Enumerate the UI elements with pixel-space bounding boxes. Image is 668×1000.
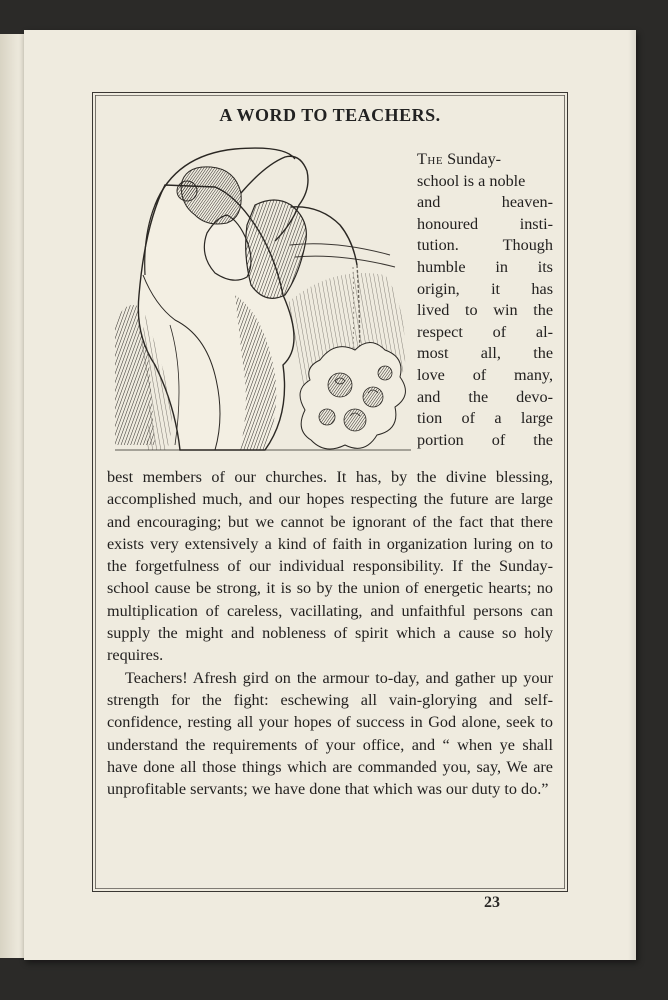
column-line: The Sunday- [417,150,502,168]
page-number: 23 [484,894,500,911]
column-line: school is a noble [417,171,526,190]
column-line: tion of a large [417,409,553,428]
column-line: tution. Though [417,236,553,255]
text-frame [92,92,568,892]
column-line: most all, the [417,344,553,363]
body-text [107,466,553,800]
column-line: origin, it has [417,279,553,298]
column-line: portion of the [417,430,553,449]
woman-with-pitcher-engraving [115,145,411,467]
column-line: humble in its [417,257,553,276]
drop-word: The [417,150,444,168]
column-line: and the devo- [417,387,553,406]
book-page [24,30,636,960]
page-title: A WORD TO TEACHERS. [219,105,441,125]
column-line: and heaven- [417,193,553,212]
paragraph-1: best members of our churches. It has, by the divine blessing, accomplished much, and our hopes respecting the future are large and encouraging; but we cannot be ignorant of the fact that there exists very extensively a kind of faith in organization luring on to the forgetfulness of our individual responsibility. If the Sunday-school cause be strong, it is so by the union of energetic hearts; no multiplication of careless, vacillating, and unfaithful persons can supply the might and nobleness of spirit which a cause so holy requires. [107,468,553,665]
column-line: respect of al- [417,322,553,341]
column-line: honoured insti- [417,214,553,233]
wrapped-text-column [417,149,553,451]
column-line: lived to win the [417,301,553,320]
previous-page-edge [0,34,27,958]
paragraph-2: Teachers! Afresh gird on the armour to-day, and gather up your strength for the fight: eschewing all vain-glorying and self-confidence, resting all your hopes of success in God alone, seek to understand the requirements of your office, and “ when ye shall have done all those things which are commanded you, say, We are unprofitable servants; we have done that which was our duty to do.” [107,668,553,799]
column-line: love of many, [417,365,553,384]
